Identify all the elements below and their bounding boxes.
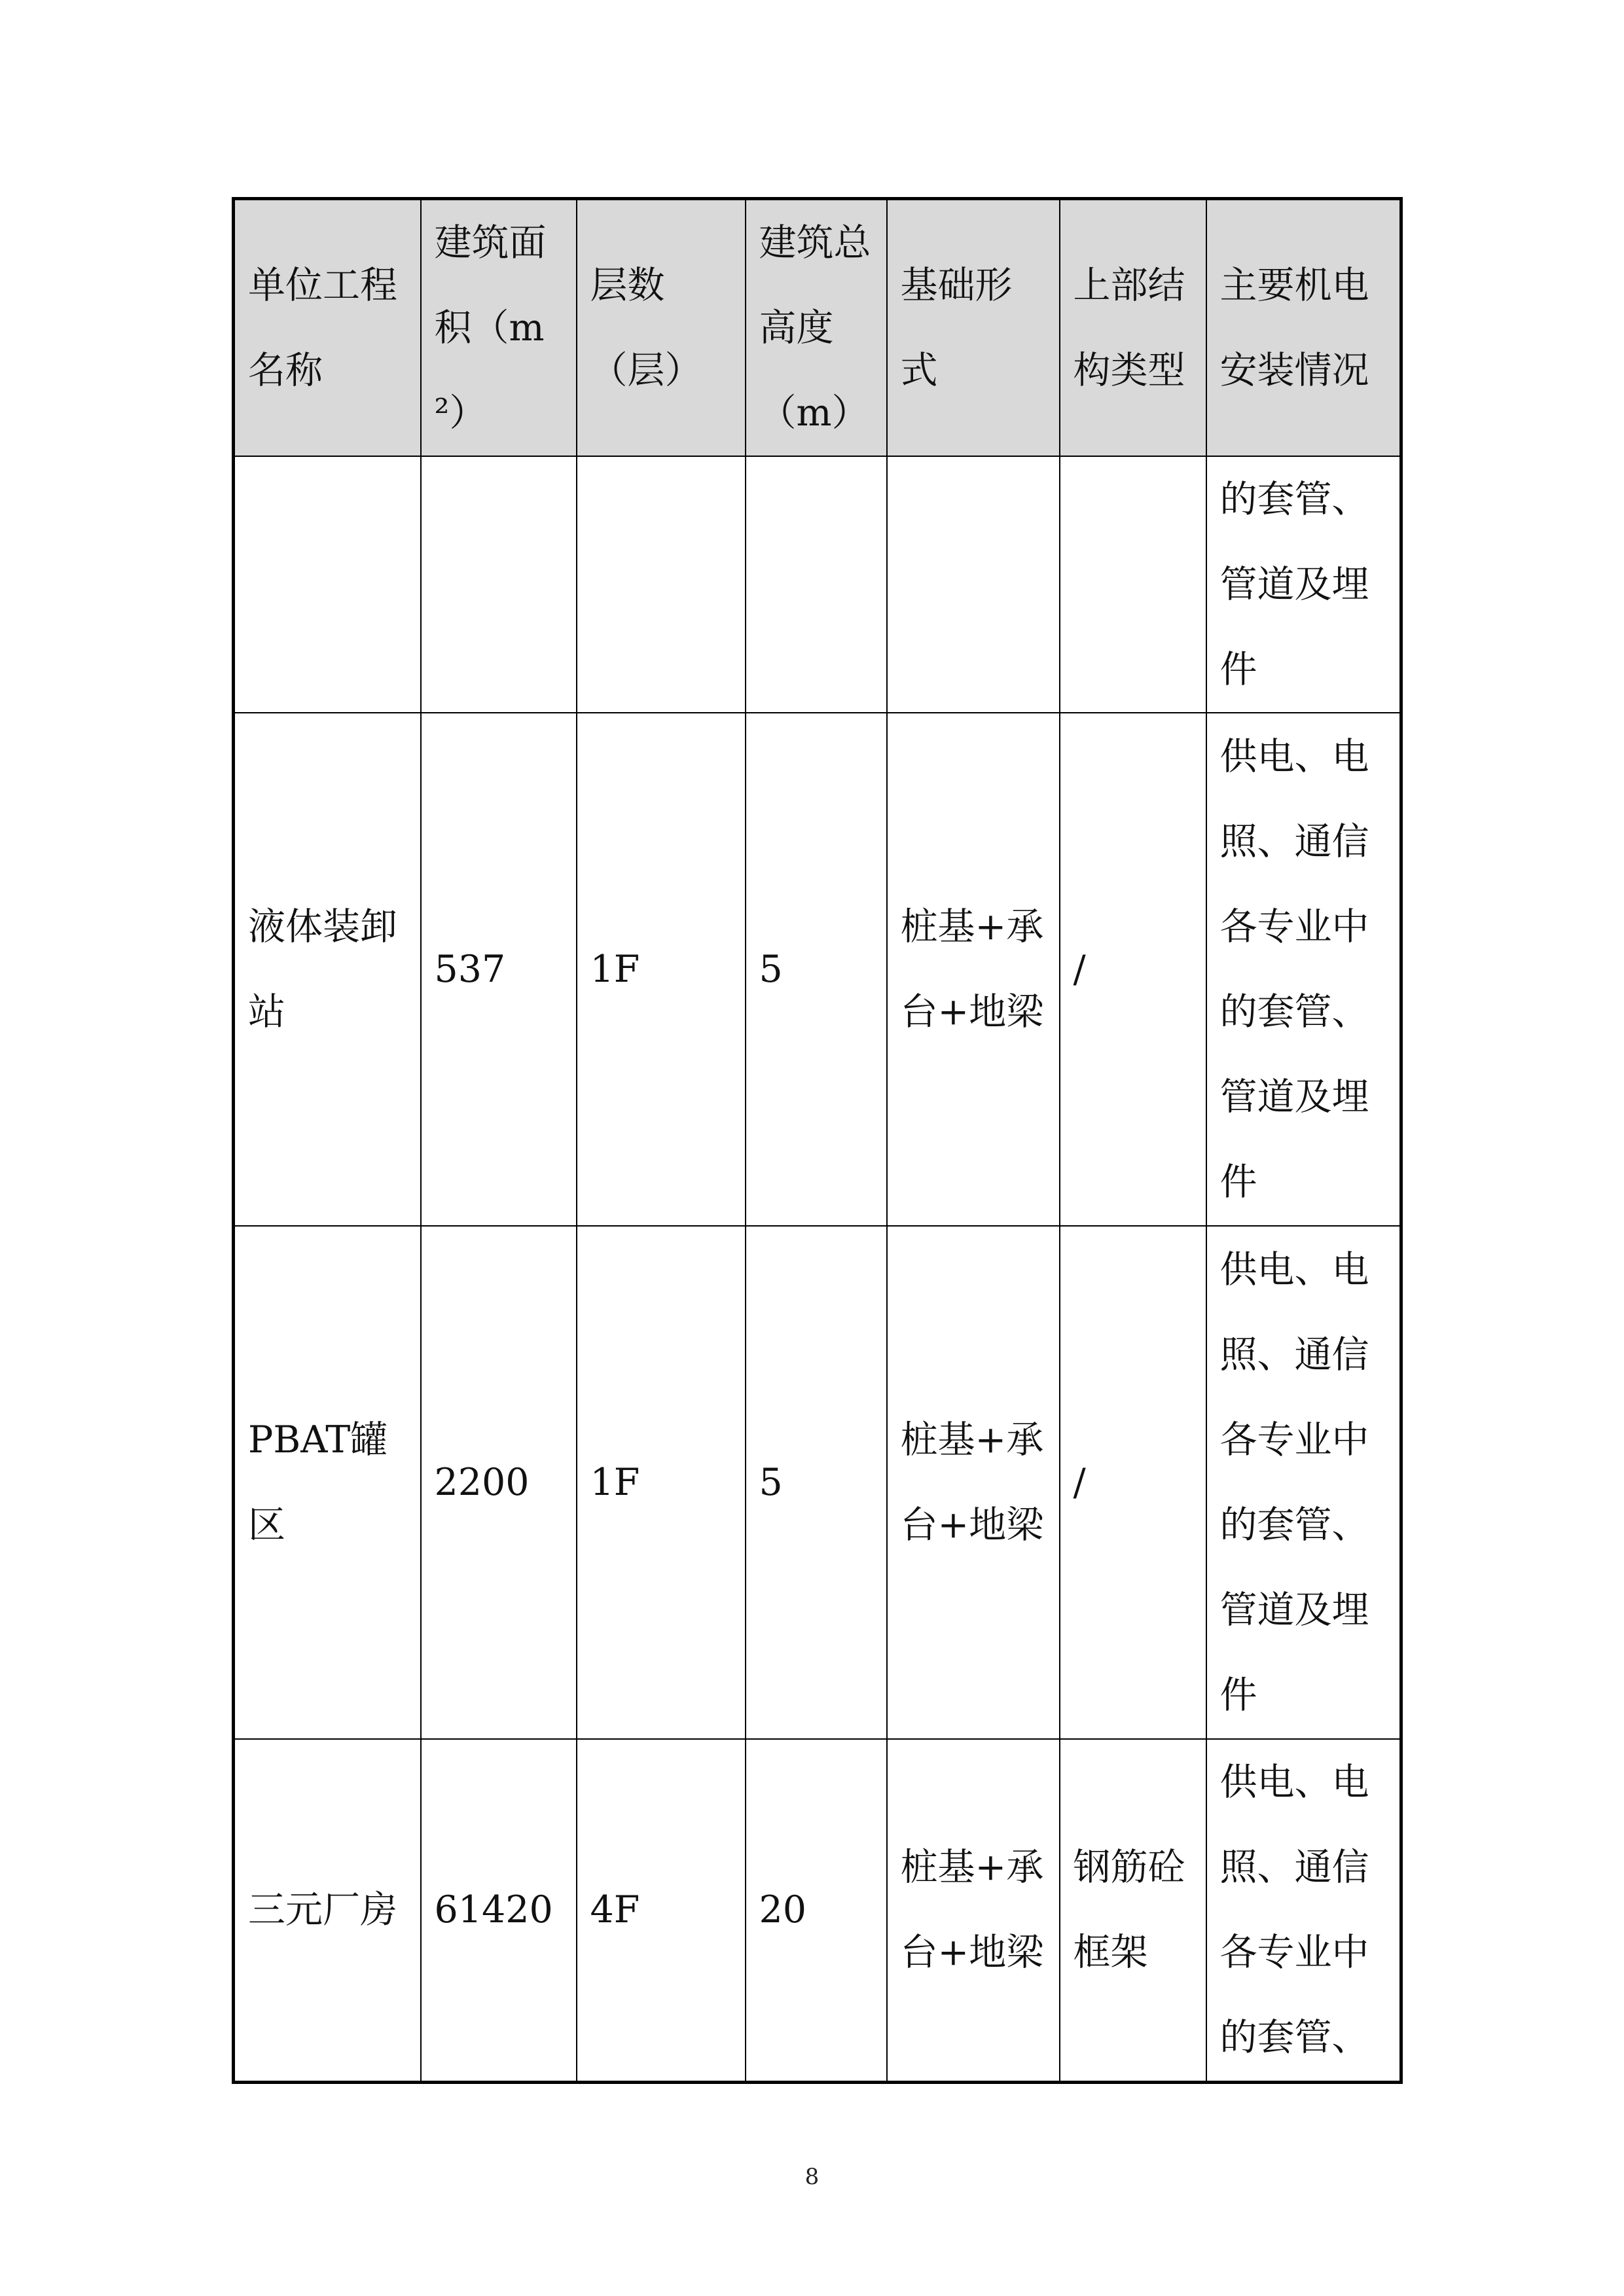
header-row — [234, 199, 1401, 457]
cell-mep-installation: 的套管、管道及埋件 — [1206, 456, 1401, 713]
cell-building-area: 537 — [421, 713, 577, 1226]
header-superstructure-type: 上部结构类型 — [1060, 199, 1206, 457]
cell-mep-installation: 供电、电照、通信各专业中的套管、管道及埋件 — [1206, 713, 1401, 1226]
cell-total-height: 20 — [746, 1739, 887, 2082]
header-total-height: 建筑总高度（m） — [746, 199, 887, 457]
cell-unit-name: PBAT罐区 — [234, 1226, 421, 1739]
table-row — [234, 713, 1401, 1226]
cell-unit-name: 液体装卸站 — [234, 713, 421, 1226]
cell-building-area: 2200 — [421, 1226, 577, 1739]
cell-foundation-type: 桩基+承台+地梁 — [887, 1226, 1060, 1739]
header-floors: 层数（层） — [577, 199, 746, 457]
cell-mep-installation: 供电、电照、通信各专业中的套管、管道及埋件 — [1206, 1226, 1401, 1739]
cell-floors — [577, 456, 746, 713]
cell-unit-name — [234, 456, 421, 713]
cell-building-area — [421, 456, 577, 713]
cell-total-height: 5 — [746, 713, 887, 1226]
cell-superstructure-type — [1060, 456, 1206, 713]
cell-foundation-type: 桩基+承台+地梁 — [887, 1739, 1060, 2082]
cell-superstructure-type: 钢筋砼框架 — [1060, 1739, 1206, 2082]
header-building-area: 建筑面积（m²） — [421, 199, 577, 457]
table-row — [234, 1739, 1401, 2082]
cell-superstructure-type: / — [1060, 713, 1206, 1226]
cell-superstructure-type: / — [1060, 1226, 1206, 1739]
cell-total-height: 5 — [746, 1226, 887, 1739]
table-row — [234, 1226, 1401, 1739]
header-unit-name: 单位工程名称 — [234, 199, 421, 457]
cell-floors: 4F — [577, 1739, 746, 2082]
engineering-table — [232, 197, 1403, 2084]
cell-total-height — [746, 456, 887, 713]
table-row — [234, 456, 1401, 713]
cell-foundation-type — [887, 456, 1060, 713]
header-foundation-type: 基础形式 — [887, 199, 1060, 457]
cell-floors: 1F — [577, 1226, 746, 1739]
cell-foundation-type: 桩基+承台+地梁 — [887, 713, 1060, 1226]
page-number: 8 — [804, 2164, 820, 2190]
cell-unit-name: 三元厂房 — [234, 1739, 421, 2082]
header-mep-installation: 主要机电安装情况 — [1206, 199, 1401, 457]
cell-floors: 1F — [577, 713, 746, 1226]
cell-mep-installation: 供电、电照、通信各专业中的套管、 — [1206, 1739, 1401, 2082]
cell-building-area: 61420 — [421, 1739, 577, 2082]
